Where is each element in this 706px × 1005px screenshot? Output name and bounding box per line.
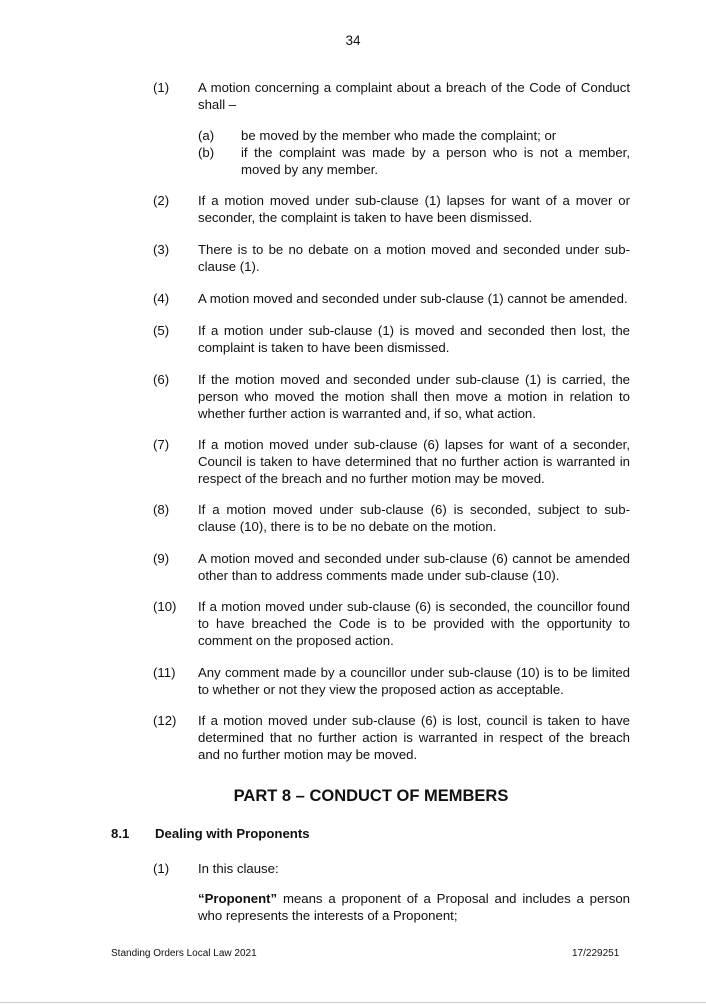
footer-document-title: Standing Orders Local Law 2021	[111, 948, 257, 959]
clause-number: (9)	[153, 551, 170, 566]
clause-9	[153, 551, 630, 585]
clause-2	[153, 193, 630, 227]
subclause-text: if the complaint was made by a person who is not a member, moved by any member.	[241, 145, 630, 177]
clause-1	[153, 80, 630, 114]
clause-text: A motion moved and seconded under sub-clause (6) cannot be amended other than to address comments made under sub-clause (10).	[198, 551, 630, 583]
part-heading: PART 8 – CONDUCT OF MEMBERS	[233, 787, 509, 805]
clause-text: Any comment made by a councillor under sub-clause (10) is to be limited to whether or not they view the proposed action as acceptable.	[198, 665, 630, 697]
section-title: Dealing with Proponents	[155, 826, 310, 841]
clause-number: (2)	[153, 193, 170, 208]
clause-text: A motion concerning a complaint about a breach of the Code of Conduct shall –	[198, 80, 630, 112]
subclause-number: (a)	[198, 128, 215, 143]
clause-12	[153, 713, 630, 763]
page-bottom-divider	[0, 1002, 706, 1003]
clause-10	[153, 599, 630, 649]
clause-text: There is to be no debate on a motion moved and seconded under sub-clause (1).	[198, 242, 630, 274]
clause-7	[153, 437, 630, 487]
clause-number: (10)	[153, 599, 177, 614]
definition-proponent	[198, 891, 630, 925]
section-number: 8.1	[111, 826, 130, 841]
clause-number: (12)	[153, 713, 177, 728]
clause-text: If the motion moved and seconded under sub-clause (1) is carried, the person who moved the motion shall then move a motion in relation to whether further action is warranted and, if so, what action.	[198, 372, 630, 421]
clause-text: If a motion moved under sub-clause (6) is lost, council is taken to have determined that no further action is warranted in respect of the breach and no further motion may be moved.	[198, 713, 630, 762]
clause-number: (1)	[153, 861, 170, 876]
clause-text: If a motion moved under sub-clause (6) is seconded, the councillor found to have breached the Code is to be provided with the opportunity to comment on the proposed action.	[198, 599, 630, 648]
subclause-b	[198, 145, 630, 179]
clause-number: (6)	[153, 372, 170, 387]
clause-number: (4)	[153, 291, 170, 306]
subclause-text: be moved by the member who made the complaint; or	[241, 128, 557, 143]
section-clause-1	[153, 861, 630, 878]
clause-text: If a motion moved under sub-clause (6) is seconded, subject to sub-clause (10), there is to be no debate on the motion.	[198, 502, 630, 534]
definition-text: means a proponent of a Proposal and includes a person who represents the interests of a Proponent;	[198, 891, 630, 923]
clause-6	[153, 372, 630, 422]
clause-3	[153, 242, 630, 276]
clause-8	[153, 502, 630, 536]
clause-text: In this clause:	[198, 861, 279, 876]
clause-number: (11)	[153, 665, 176, 680]
clause-4	[153, 291, 630, 308]
definition-term: “Proponent”	[198, 891, 278, 906]
clause-number: (1)	[153, 80, 170, 95]
clause-text: If a motion moved under sub-clause (1) lapses for want of a mover or seconder, the complaint is taken to have been dismissed.	[198, 193, 630, 225]
clause-number: (5)	[153, 323, 170, 338]
clause-text: If a motion moved under sub-clause (6) lapses for want of a seconder, Council is taken to have determined that no further action is warranted in respect of the breach and no further motion may be moved.	[198, 437, 630, 486]
subclause-a	[198, 128, 630, 145]
footer-reference-number: 17/229251	[572, 948, 620, 959]
subclause-number: (b)	[198, 145, 215, 160]
clause-5	[153, 323, 630, 357]
clause-text: If a motion under sub-clause (1) is moved and seconded then lost, the complaint is taken to have been dismissed.	[198, 323, 630, 355]
clause-number: (7)	[153, 437, 170, 452]
clause-11	[153, 665, 630, 699]
page-number: 34	[345, 33, 361, 48]
clause-text: A motion moved and seconded under sub-clause (1) cannot be amended.	[198, 291, 628, 306]
clause-number: (8)	[153, 502, 170, 517]
clause-number: (3)	[153, 242, 170, 257]
